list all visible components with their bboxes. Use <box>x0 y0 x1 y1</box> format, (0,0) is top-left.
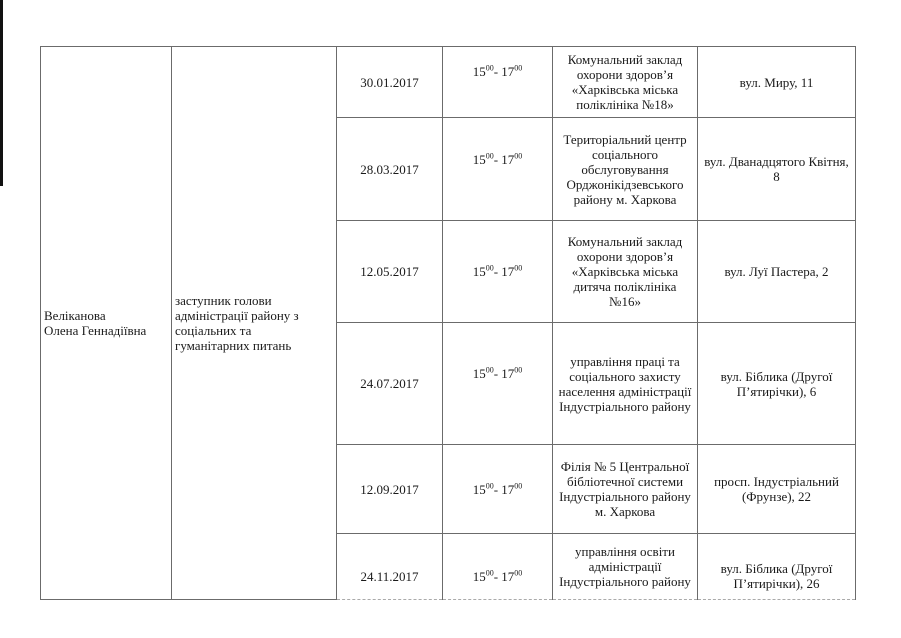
official-name: Веліканова Олена Геннадіївна <box>41 47 172 600</box>
institution-address: вул. Біблика (Другої П’ятирічки), 6 <box>698 323 856 445</box>
institution-name: Філія № 5 Центральної бібліотечної системи Індустріального району м. Харкова <box>553 445 698 534</box>
reception-time: $15^{00}-$ $17^{00}$ <box>443 47 553 118</box>
reception-date: 28.03.2017 <box>337 118 443 221</box>
reception-date: 12.09.2017 <box>337 445 443 534</box>
reception-schedule-table <box>40 46 856 600</box>
reception-date: 12.05.2017 <box>337 221 443 323</box>
official-position: заступник голови адміністрації району з соціальних та гуманітарних питань <box>172 47 337 600</box>
institution-address: вул. Дванадцятого Квітня, 8 <box>698 118 856 221</box>
reception-date: 24.11.2017 <box>337 534 443 600</box>
table-row <box>41 47 856 118</box>
reception-time: $15^{00}-$ $17^{00}$ <box>443 118 553 221</box>
institution-name: Комунальний заклад охорони здоров’я «Харківська міська поліклініка №18» <box>553 47 698 118</box>
institution-address: вул. Луї Пастера, 2 <box>698 221 856 323</box>
reception-time: $15^{00}-$ $17^{00}$ <box>443 534 553 600</box>
institution-address: просп. Індустріальний (Фрунзе), 22 <box>698 445 856 534</box>
institution-name: управління освіти адміністрації Індустріального району <box>553 534 698 600</box>
scan-edge-mark <box>0 0 3 186</box>
institution-name: Комунальний заклад охорони здоров’я «Харківська міська дитяча поліклініка №16» <box>553 221 698 323</box>
reception-time: $15^{00}-$ $17^{00}$ <box>443 221 553 323</box>
reception-date: 30.01.2017 <box>337 47 443 118</box>
reception-date: 24.07.2017 <box>337 323 443 445</box>
institution-name: Територіальний центр соціального обслуговування Орджонікідзевського району м. Харкова <box>553 118 698 221</box>
institution-name: управління праці та соціального захисту населення адміністрації Індустріального району <box>553 323 698 445</box>
reception-time: $15^{00}-$ $17^{00}$ <box>443 445 553 534</box>
institution-address: вул. Біблика (Другої П’ятирічки), 26 <box>698 534 856 600</box>
reception-time: $15^{00}-$ $17^{00}$ <box>443 323 553 445</box>
institution-address: вул. Миру, 11 <box>698 47 856 118</box>
